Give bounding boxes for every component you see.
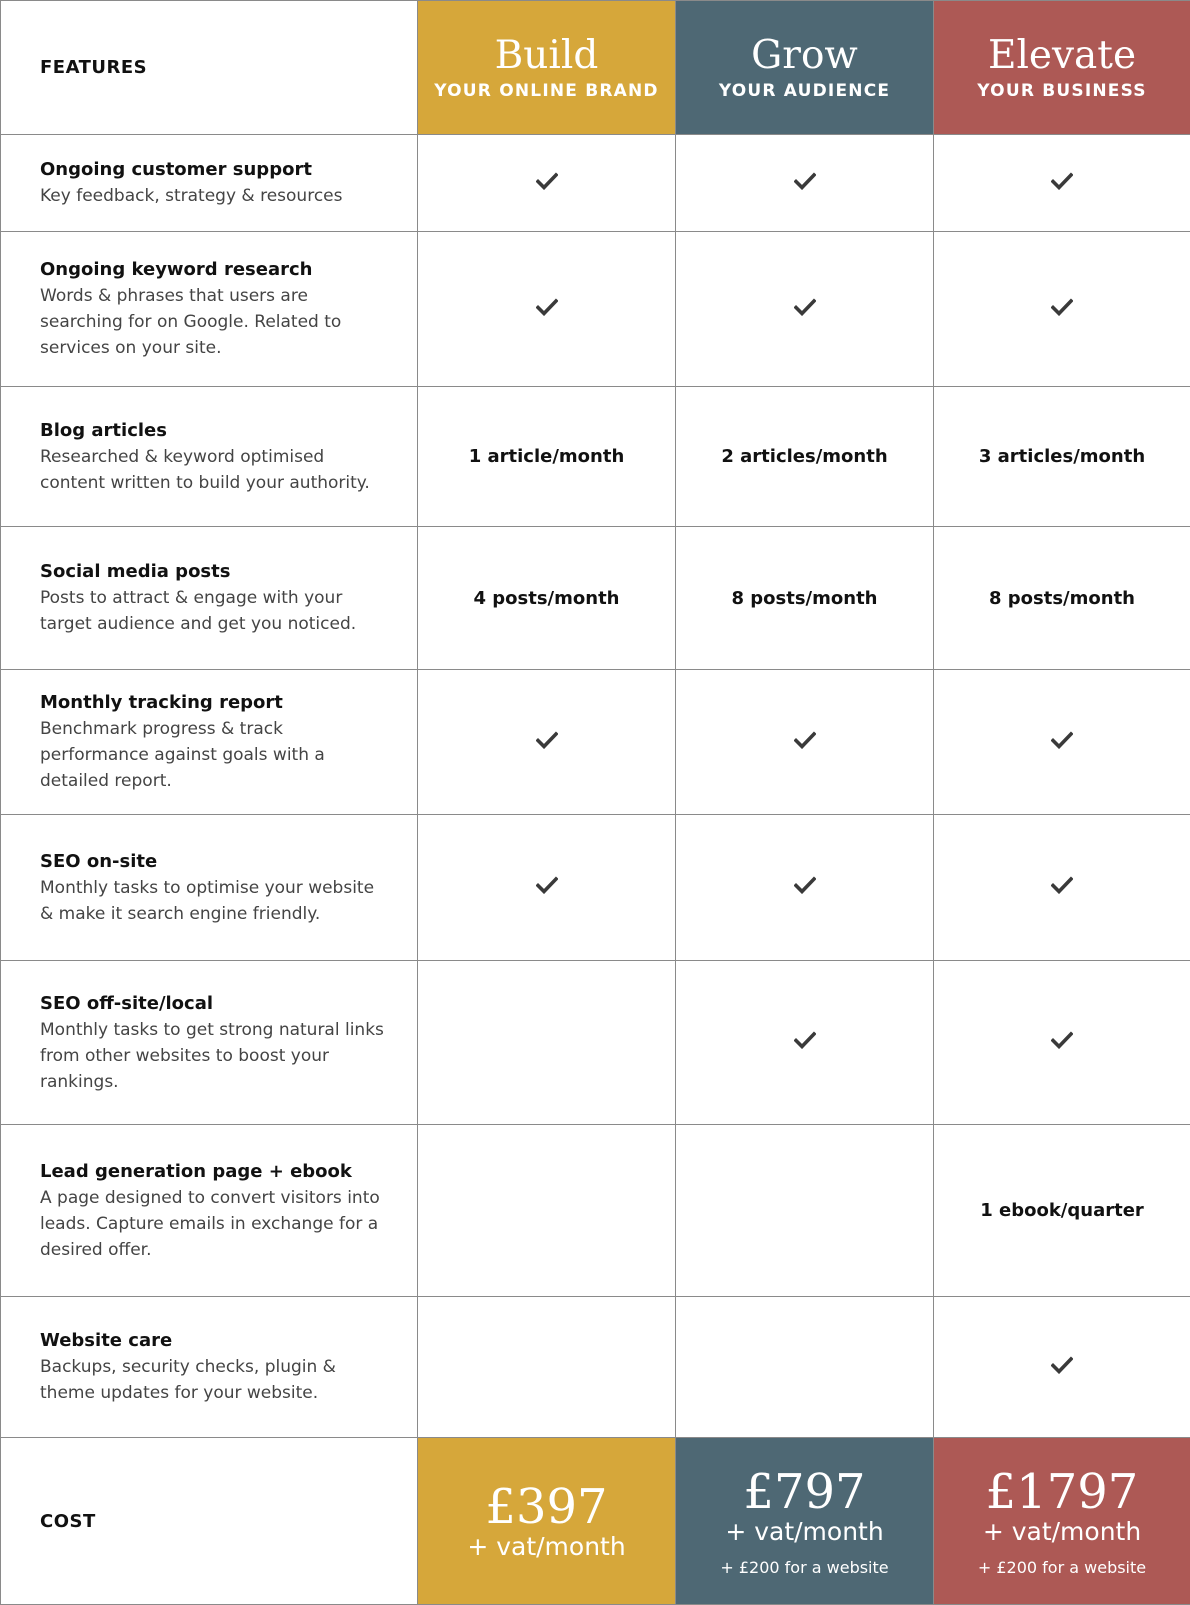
plan-cell-grow (676, 1297, 934, 1438)
plan-name: Elevate (934, 35, 1190, 77)
feature-description: Monthly tasks to get strong natural links from other websites to boost your rankings. (40, 1017, 387, 1095)
checkmark-icon (1051, 298, 1073, 316)
plan-cell-build (418, 961, 676, 1125)
plan-value: 2 articles/month (721, 446, 887, 467)
plan-value: 8 posts/month (731, 588, 877, 609)
feature-cell (1, 135, 418, 232)
plan-header-elevate (934, 1, 1190, 135)
cost-price: £1797 (934, 1466, 1190, 1518)
feature-description: Key feedback, strategy & resources (40, 183, 387, 209)
cost-row (1, 1438, 1190, 1605)
plan-cell-build (418, 387, 676, 527)
feature-title: SEO off-site/local (40, 991, 387, 1017)
feature-description: Monthly tasks to optimise your website & make it search engine friendly. (40, 875, 387, 927)
table-row (1, 815, 1190, 961)
table-row (1, 1125, 1190, 1297)
plan-header-build (418, 1, 676, 135)
plan-cell-elevate (934, 815, 1190, 961)
feature-description: Backups, security checks, plugin & theme updates for your website. (40, 1354, 387, 1406)
feature-description: Words & phrases that users are searching for on Google. Related to services on your site. (40, 283, 387, 361)
feature-cell (1, 387, 418, 527)
checkmark-icon (1051, 876, 1073, 894)
plan-cell-grow (676, 387, 934, 527)
feature-description: A page designed to convert visitors into leads. Capture emails in exchange for a desired offer. (40, 1185, 387, 1263)
header-row (1, 1, 1190, 135)
feature-title: Social media posts (40, 559, 387, 585)
feature-cell (1, 961, 418, 1125)
feature-cell (1, 232, 418, 387)
cost-price: £797 (676, 1466, 933, 1518)
table-row (1, 135, 1190, 232)
checkmark-icon (794, 172, 816, 190)
features-header: FEATURES (1, 1, 418, 135)
checkmark-icon (794, 731, 816, 749)
cost-note: + £200 for a website (934, 1558, 1190, 1577)
cost-vat: + vat/month (676, 1518, 933, 1546)
plan-cell-build (418, 1297, 676, 1438)
cost-cell-grow (676, 1438, 934, 1605)
feature-cell (1, 527, 418, 670)
cost-cell-elevate (934, 1438, 1190, 1605)
plan-subtitle: YOUR ONLINE BRAND (418, 81, 675, 101)
table-row (1, 527, 1190, 670)
plan-subtitle: YOUR AUDIENCE (676, 81, 933, 101)
checkmark-icon (1051, 731, 1073, 749)
feature-title: Ongoing keyword research (40, 257, 387, 283)
table-row (1, 961, 1190, 1125)
checkmark-icon (794, 876, 816, 894)
plan-cell-elevate (934, 1297, 1190, 1438)
plan-cell-build (418, 670, 676, 815)
feature-title: Monthly tracking report (40, 690, 387, 716)
checkmark-icon (1051, 172, 1073, 190)
plan-cell-elevate (934, 135, 1190, 232)
cost-vat: + vat/month (418, 1533, 675, 1561)
plan-cell-grow (676, 1125, 934, 1297)
feature-cell (1, 1125, 418, 1297)
feature-rows (1, 135, 1190, 1438)
plan-value: 4 posts/month (473, 588, 619, 609)
table-row (1, 387, 1190, 527)
feature-title: Blog articles (40, 418, 387, 444)
feature-description: Researched & keyword optimised content written to build your authority. (40, 444, 387, 496)
plan-cell-grow (676, 527, 934, 670)
plan-cell-grow (676, 232, 934, 387)
table-row (1, 232, 1190, 387)
plan-value: 8 posts/month (989, 588, 1135, 609)
checkmark-icon (794, 1031, 816, 1049)
feature-cell (1, 1297, 418, 1438)
cost-cell-build (418, 1438, 676, 1605)
plan-name: Build (418, 35, 675, 77)
checkmark-icon (1051, 1356, 1073, 1374)
feature-title: Ongoing customer support (40, 157, 387, 183)
table-row (1, 670, 1190, 815)
checkmark-icon (536, 172, 558, 190)
table-row (1, 1297, 1190, 1438)
cost-label: COST (1, 1438, 418, 1605)
plan-header-grow (676, 1, 934, 135)
feature-description: Posts to attract & engage with your target audience and get you noticed. (40, 585, 387, 637)
plan-cell-elevate (934, 1125, 1190, 1297)
checkmark-icon (536, 298, 558, 316)
feature-cell (1, 670, 418, 815)
plan-cell-build (418, 1125, 676, 1297)
plan-cell-elevate (934, 527, 1190, 670)
plan-cell-grow (676, 815, 934, 961)
plan-cell-grow (676, 670, 934, 815)
feature-title: SEO on-site (40, 849, 387, 875)
plan-value: 1 article/month (469, 446, 625, 467)
cost-vat: + vat/month (934, 1518, 1190, 1546)
checkmark-icon (536, 731, 558, 749)
plan-cell-build (418, 135, 676, 232)
feature-title: Lead generation page + ebook (40, 1159, 387, 1185)
checkmark-icon (536, 876, 558, 894)
plan-cell-elevate (934, 387, 1190, 527)
cost-price: £397 (418, 1481, 675, 1533)
plan-cell-elevate (934, 670, 1190, 815)
plan-cell-build (418, 527, 676, 670)
plan-cell-elevate (934, 961, 1190, 1125)
cost-note: + £200 for a website (676, 1558, 933, 1577)
plan-name: Grow (676, 35, 933, 77)
plan-cell-grow (676, 961, 934, 1125)
plan-cell-elevate (934, 232, 1190, 387)
checkmark-icon (1051, 1031, 1073, 1049)
feature-description: Benchmark progress & track performance against goals with a detailed report. (40, 716, 387, 794)
plan-value: 1 ebook/quarter (980, 1200, 1144, 1221)
plan-cell-build (418, 232, 676, 387)
plan-cell-build (418, 815, 676, 961)
plan-value: 3 articles/month (979, 446, 1145, 467)
feature-cell (1, 815, 418, 961)
plan-subtitle: YOUR BUSINESS (934, 81, 1190, 101)
feature-title: Website care (40, 1328, 387, 1354)
plan-cell-grow (676, 135, 934, 232)
checkmark-icon (794, 298, 816, 316)
